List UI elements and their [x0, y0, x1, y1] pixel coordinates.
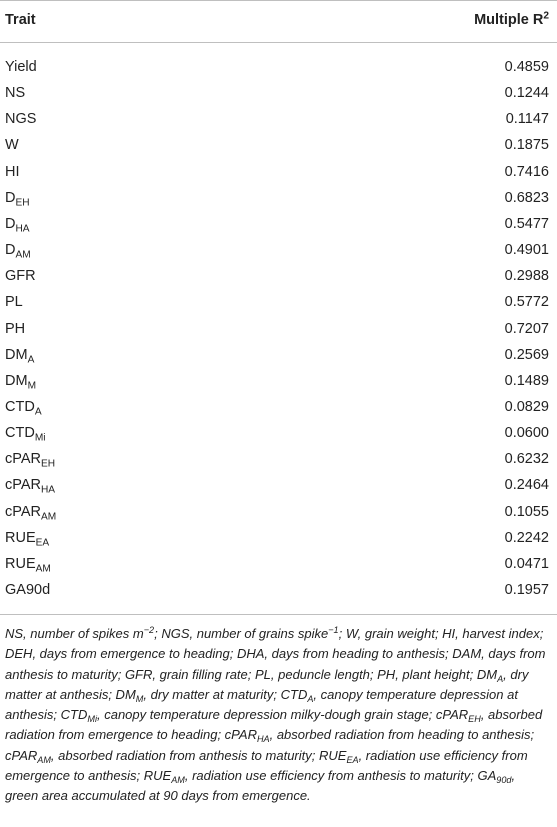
footnote-segment: , radiation use efficiency from emergence to anthesis; RUE: [5, 747, 528, 784]
multiple-r2-value: 0.0471: [504, 555, 549, 572]
footnote-segment: ; W, grain weight; HI, harvest index; DEH, days from emergence to heading; DHA, days from heading to anthesis; DAM, days from anthesis to maturity; GFR, grain filling rate; PL, peduncle length; PH, plant height; DM: [5, 626, 546, 682]
trait-name: GFR: [5, 268, 36, 285]
trait-name: $CTD_A$: [5, 398, 42, 418]
multiple-r2-value: 0.7416: [504, 163, 549, 180]
footnote-segment: A: [497, 673, 504, 684]
trait-name: $D_{EH}$: [5, 189, 30, 209]
trait-name: $CTD_{Mi}$: [5, 425, 46, 444]
table-row: [0, 472, 557, 498]
footnote-segment: AM: [171, 775, 185, 786]
multiple-r2-value: 0.5772: [504, 294, 549, 311]
header-multiple-r2: Multiple $R^2$: [474, 10, 549, 28]
footnote-segment: , absorbed radiation from anthesis to maturity; RUE: [50, 747, 347, 763]
table-row: [0, 237, 557, 263]
multiple-r2-value: 0.0829: [504, 398, 549, 415]
trait-name: $D_{AM}$: [5, 242, 31, 261]
footnote-segment: , radiation use efficiency from anthesis to maturity; GA: [184, 768, 497, 784]
footnote-segment: EA: [346, 754, 359, 765]
trait-name: NS: [5, 85, 26, 102]
trait-name: $RUE_{EA}$: [5, 529, 50, 549]
multiple-r2-value: 0.1055: [504, 503, 549, 520]
footnote-segment: ; NGS, number of grains spike: [154, 626, 329, 641]
table-row: [0, 54, 557, 80]
table-footnote: [5, 624, 551, 807]
table-top-rule: [0, 0, 557, 1]
table-row: [0, 289, 557, 315]
footnote-segment: EH: [468, 714, 481, 725]
footnote-segment: , absorbed radiation from emergence to heading; cPAR: [5, 707, 543, 743]
table-row: [0, 368, 557, 394]
trait-name: $D_{HA}$: [5, 215, 30, 235]
multiple-r2-value: 0.6232: [504, 451, 549, 468]
multiple-r2-value: 0.7207: [504, 320, 549, 337]
table-row: [0, 80, 557, 106]
trait-name: PL: [5, 294, 23, 311]
footnote-segment: 90d: [496, 775, 512, 786]
trait-name: NGS: [5, 111, 37, 128]
footnote-segment: , absorbed radiation from heading to anthesis; cPAR: [5, 727, 535, 763]
table-row: [0, 342, 557, 368]
table-header: [0, 6, 557, 34]
multiple-r2-value: 0.1147: [505, 111, 549, 128]
footnote-segment: , green area accumulated at 90 days from emergence.: [5, 768, 516, 804]
trait-name: cPAR$_{AM}$: [5, 503, 57, 523]
table-row: [0, 159, 557, 185]
table-row: [0, 106, 557, 132]
trait-name: cPAR$_{HA}$: [5, 477, 56, 496]
footnote-segment: NS, number of spikes m: [5, 626, 144, 641]
footnote-segment: Mi: [87, 714, 97, 725]
trait-name: HI: [5, 163, 20, 180]
footnote-segment: AM: [37, 754, 51, 765]
footnote-segment: , canopy temperature depression at anthesis; CTD: [5, 686, 518, 723]
header-rule: [0, 42, 557, 43]
table-row: [0, 577, 557, 603]
table-row: [0, 185, 557, 211]
table-row: [0, 211, 557, 237]
table-row: [0, 525, 557, 551]
table-bottom-rule: [0, 614, 557, 615]
table-row: [0, 420, 557, 446]
multiple-r2-value: 0.5477: [504, 215, 549, 232]
table-row: [0, 394, 557, 420]
footnote-segment: HA: [256, 734, 270, 745]
multiple-r2-value: 0.1489: [504, 372, 549, 389]
trait-name: PH: [5, 320, 26, 337]
multiple-r2-value: 0.1957: [504, 582, 549, 598]
table-row: [0, 132, 557, 158]
trait-name: $RUE_{AM}$: [5, 555, 51, 575]
multiple-r2-value: 0.4901: [504, 242, 549, 259]
multiple-r2-value: 0.4859: [504, 59, 549, 75]
multiple-r2-value: 0.1875: [504, 137, 549, 154]
multiple-r2-value: 0.0600: [504, 425, 549, 442]
footnote-segment: , canopy temperature depression milky-dough grain stage; cPAR: [96, 707, 469, 723]
table-row: [0, 446, 557, 472]
multiple-r2-value: 0.6823: [504, 189, 549, 206]
table-row: [0, 263, 557, 289]
header-trait: Trait: [5, 12, 36, 28]
footnote-segment: −1: [328, 625, 339, 635]
footnote-segment: M: [135, 694, 144, 705]
table-row: [0, 316, 557, 342]
trait-name: $DM_A$: [5, 346, 35, 366]
multiple-r2-value: 0.2569: [504, 346, 549, 363]
footnote-segment: , dry matter at maturity; CTD: [143, 686, 308, 702]
table-row: [0, 551, 557, 577]
trait-name: cPAR$_{EH}$: [5, 451, 56, 470]
trait-name: GA90d: [5, 582, 51, 598]
trait-name: Yield: [5, 59, 37, 75]
footnote-segment: A: [307, 694, 314, 705]
trait-name: $DM_M$: [5, 372, 36, 392]
multiple-r2-value: 0.2464: [504, 477, 549, 494]
trait-name: W: [5, 137, 19, 154]
multiple-r2-value: 0.1244: [504, 85, 549, 102]
footnote-segment: , dry matter at anthesis; DM: [5, 666, 529, 702]
table-row: [0, 499, 557, 525]
multiple-r2-value: 0.2988: [504, 268, 549, 285]
multiple-r2-value: 0.2242: [504, 529, 549, 546]
footnote-segment: −2: [143, 625, 155, 635]
